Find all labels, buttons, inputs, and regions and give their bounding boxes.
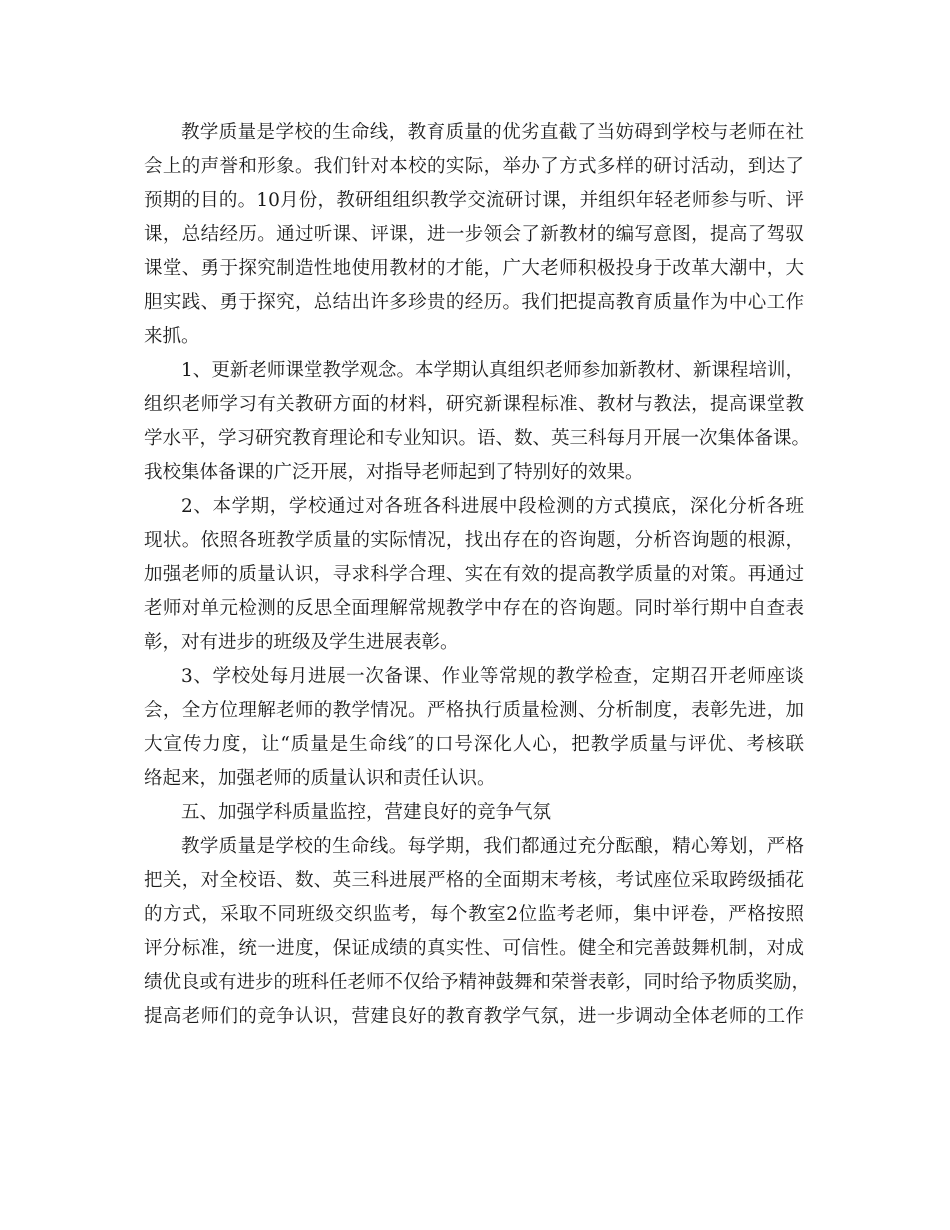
text-line: 五、加强学科质量监控，营建良好的竞争气氛 [181, 802, 552, 823]
text-line: 学水平，学习研究教育理论和专业知识。语、数、英三科每月开展一次集体备课。 [144, 428, 811, 449]
text-line: 提高老师们的竞争认识，营建良好的教育教学气氛，进一步调动全体老师的工作 [144, 1006, 804, 1027]
text-line: 胆实践、勇于探究，总结出许多珍贵的经历。我们把提高教育质量作为中心工作 [144, 292, 804, 313]
text-line: 现状。依照各班教学质量的实际情况，找出存在的咨询题，分析咨询题的根源， [144, 530, 804, 551]
text-line: 老师对单元检测的反思全面理解常规教学中存在的咨询题。同时举行期中自查表 [144, 598, 804, 619]
text-line: 教学质量是学校的生命线。每学期，我们都通过充分酝酿，精心筹划，严格 [181, 836, 804, 857]
paragraph [144, 354, 811, 490]
text-line: 课堂、勇于探究制造性地使用教材的才能，广大老师积极投身于改革大潮中，大 [144, 258, 804, 279]
text-line: 会，全方位理解老师的教学情况。严格执行质量检测、分析制度，表彰先进，加 [144, 700, 804, 721]
paragraph [144, 660, 804, 796]
text-line: 大宣传力度，让“质量是生命线″的口号深化人心，把教学质量与评优、考核联 [144, 734, 804, 755]
text-line: 把关，对全校语、数、英三科进展严格的全面期末考核，考试座位采取跨级插花 [144, 870, 804, 891]
text-line: 我校集体备课的广泛开展，对指导老师起到了特别好的效果。 [144, 462, 644, 483]
text-line: 络起来，加强老师的质量认识和责任认识。 [144, 768, 496, 789]
document-page [144, 116, 811, 1034]
text-line: 绩优良或有进步的班科任老师不仅给予精神鼓舞和荣誉表彰，同时给予物质奖励， [144, 972, 811, 993]
text-line: 彰，对有进步的班级及学生进展表彰。 [144, 632, 459, 653]
text-line: 加强老师的质量认识，寻求科学合理、实在有效的提高教学质量的对策。再通过 [144, 564, 804, 585]
text-line: 会上的声誉和形象。我们针对本校的实际，举办了方式多样的研讨活动，到达了 [144, 156, 804, 177]
paragraph [144, 830, 811, 1034]
paragraph [144, 490, 804, 660]
text-line: 课，总结经历。通过听课、评课，进一步领会了新教材的编写意图，提高了驾驭 [144, 224, 804, 245]
text-line: 来抓。 [144, 326, 200, 347]
text-line: 的方式，采取不同班级交织监考，每个教室2位监考老师，集中评卷，严格按照 [144, 904, 804, 925]
paragraph [144, 116, 804, 354]
text-line: 评分标准，统一进度，保证成绩的真实性、可信性。健全和完善鼓舞机制，对成 [144, 938, 804, 959]
text-line: 1、更新老师课堂教学观念。本学期认真组织老师参加新教材、新课程培训， [181, 360, 804, 381]
section-heading [144, 796, 804, 830]
text-line: 预期的目的。10月份，教研组组织教学交流研讨课，并组织年轻老师参与听、评 [144, 190, 804, 211]
text-line: 2、本学期，学校通过对各班各科进展中段检测的方式摸底，深化分析各班 [181, 496, 804, 517]
text-line: 3、学校处每月进展一次备课、作业等常规的教学检查，定期召开老师座谈 [181, 666, 804, 687]
text-line: 组织老师学习有关教研方面的材料，研究新课程标准、教材与教法，提高课堂教 [144, 394, 804, 415]
text-line: 教学质量是学校的生命线，教育质量的优劣直截了当妨碍到学校与老师在社 [181, 122, 804, 143]
